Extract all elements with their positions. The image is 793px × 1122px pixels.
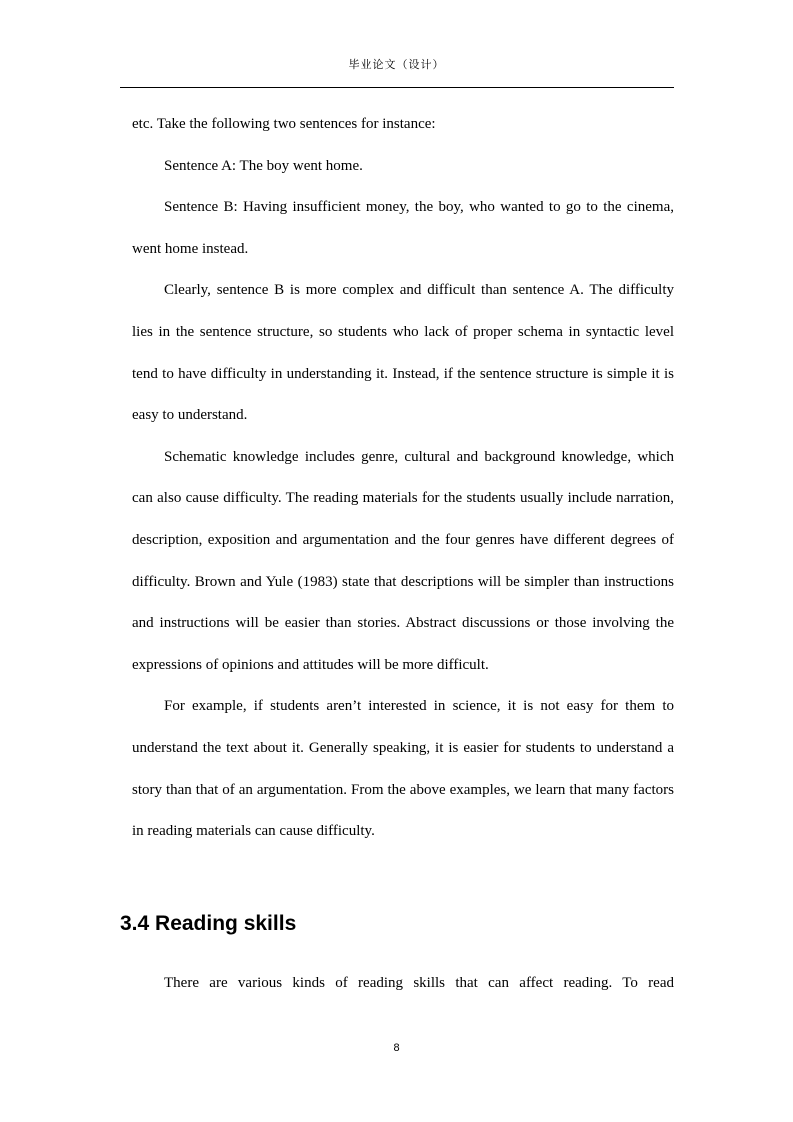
paragraph-schematic-knowledge: Schematic knowledge includes genre, cultural and background knowledge, which can also cause difficulty. The reading materials for the students usually include narration, description, exposition and argumentation and the four genres have different degrees of difficulty. Brown and Yule (1983) state that descriptions will be simpler than instructions and instructions will be easier than stories. Abstract discussions or those involving the expressions of opinions and attitudes will be more difficult. — [132, 448, 674, 673]
header-divider — [120, 87, 674, 88]
paragraph-sentence-a: Sentence A: The boy went home. — [164, 157, 363, 174]
running-header: 毕业论文（设计） — [348, 58, 445, 71]
paragraph-complexity: Clearly, sentence B is more complex and difficult than sentence A. The difficulty lies in the sentence structure, so students who lack of proper schema in syntactic level tend to have difficulty in understanding it. Instead, if the sentence structure is simple it is easy to understand. — [132, 282, 674, 424]
paragraph-example: For example, if students aren’t interested in science, it is not easy for them to understand the text about it. Generally speaking, it is easier for students to understand a story than that of an argumentation. From the above examples, we learn that many factors in reading materials can cause difficulty. — [132, 698, 674, 840]
page-number: 8 — [393, 1042, 400, 1054]
paragraph-continuation: etc. Take the following two sentences for instance: — [132, 116, 436, 132]
paragraph-reading-skills: There are various kinds of reading skills that can affect reading. To read — [164, 975, 674, 991]
body-text — [132, 104, 674, 853]
section-heading: 3.4 Reading skills — [120, 912, 297, 935]
paragraph-sentence-b: Sentence B: Having insufficient money, the boy, who wanted to go to the cinema, went home instead. — [132, 199, 674, 257]
section-body — [132, 963, 674, 1005]
